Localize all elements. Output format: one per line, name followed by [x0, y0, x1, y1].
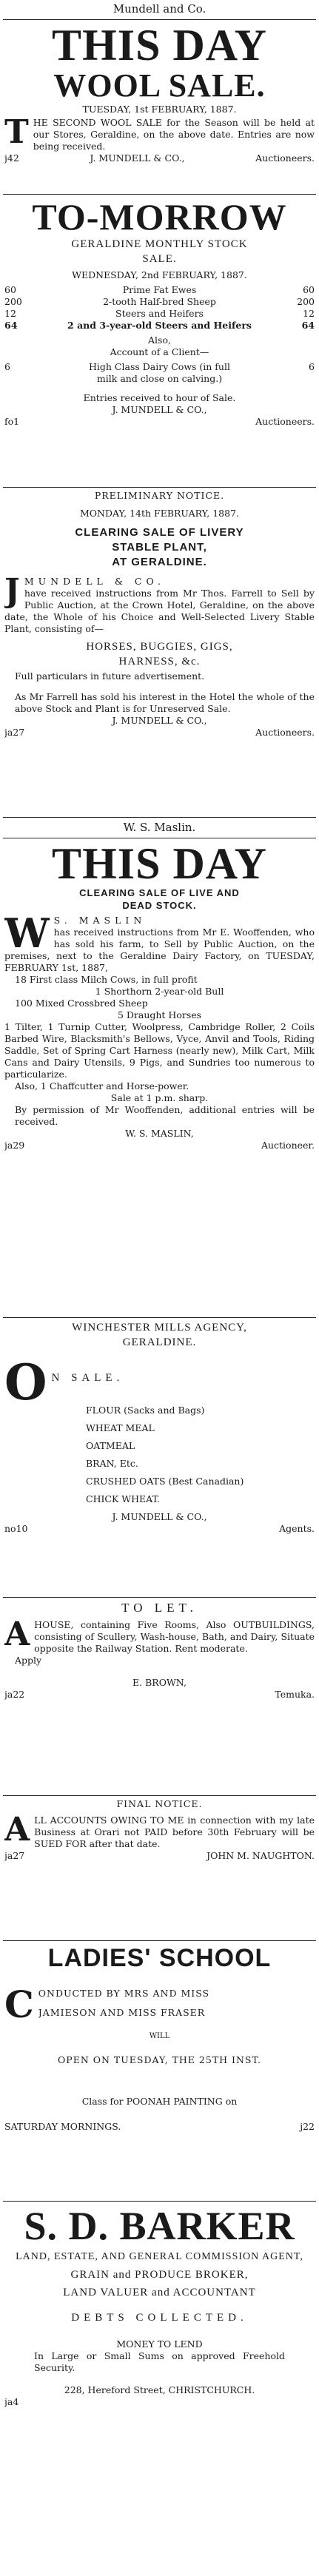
ad-signature-role: Auctioneers.	[255, 727, 315, 738]
barker-address: 228, Hereford Street, CHRISTCHURCH.	[64, 2384, 255, 2395]
divider	[3, 194, 316, 195]
live-dead-stock-ad	[4, 841, 315, 1316]
final-notice-body: LL ACCOUNTS OWING TO ME in connection with my late Business at Orari not PAID before 30th February will be SUED FOR after that date.	[34, 1815, 315, 1849]
list-item: WHEAT MEAL	[86, 1422, 155, 1433]
notice-title-2: STABLE PLANT,	[112, 541, 207, 554]
stock-sale-also: Also,	[148, 334, 171, 346]
school-class: Class for POONAH PAINTING on	[81, 2096, 238, 2107]
stock-ad-line: 1 Shorthorn 2-year-old Bull	[95, 986, 224, 997]
to-let-apply: Apply	[15, 1655, 42, 1666]
ad-code: ja22	[4, 1689, 25, 1700]
notice-title-3: AT GERALDINE.	[112, 556, 207, 568]
masthead-text: Mundell and Co.	[113, 2, 206, 16]
notice-body: have received instructions from Mr Thos. Farrell to Sell by Public Auction, at the Crown Hotel, Geraldine, on the above date, the Whole of his Choice and Well-Selected Livery Stable Plant, consisting of—	[4, 588, 315, 634]
list-item: FLOUR (Sacks and Bags)	[86, 1405, 205, 1416]
wool-sale-body: HE SECOND WOOL SALE for the Season will be held at our Stores, Geraldine, on the above date. Entries are now being received.	[33, 117, 315, 152]
list-item: 6 High Class Dairy Cows (in full 6	[4, 361, 315, 372]
ad-signature-role: Agents.	[279, 1523, 315, 1534]
drop-cap: J	[4, 572, 20, 610]
wool-sale-date: TUESDAY, 1st FEBRUARY, 1887.	[82, 104, 237, 115]
drop-cap: A	[4, 1615, 30, 1653]
barker-line: LAND VALUER and ACCOUNTANT	[63, 2287, 256, 2298]
divider	[3, 487, 316, 488]
ad-signature: W. S. MASLIN,	[125, 1128, 194, 1139]
barker-line: GRAIN and PRODUCE BROKER,	[70, 2269, 249, 2281]
stock-list	[4, 284, 315, 332]
firm-name: MUNDELL & CO.	[24, 576, 165, 587]
notice-items-2: HARNESS, &c.	[118, 656, 201, 667]
list-item: 60 Prime Fat Ewes 60	[4, 284, 315, 295]
ad-code: ja29	[4, 1140, 25, 1151]
stock-ad-permission: By permission of Mr Wooffenden, additional entries will be received.	[15, 1104, 315, 1127]
drop-cap: O	[4, 1353, 47, 1411]
stock-sale-date: WEDNESDAY, 2nd FEBRUARY, 1887.	[72, 269, 247, 280]
notice-items: HORSES, BUGGIES, GIGS,	[86, 641, 233, 653]
wool-sale-title: THIS DAY	[52, 22, 267, 70]
notice-note: As Mr Farrell has sold his interest in the Hotel the whole of the above Stock and Plant is for Unreserved Sale.	[15, 691, 315, 714]
stock-sale-ad	[4, 197, 315, 485]
drop-cap: W	[4, 909, 50, 957]
final-notice-ad	[4, 1798, 315, 1939]
school-title: LADIES' SCHOOL	[47, 1944, 272, 1972]
divider	[3, 817, 316, 818]
barker-debts: DEBTS COLLECTED.	[71, 2312, 248, 2324]
to-let-ad	[4, 1600, 315, 1794]
ad-code: no10	[4, 1523, 28, 1534]
list-item: 12 Steers and Heifers 12	[4, 308, 315, 319]
to-let-body: HOUSE, containing Five Rooms, Also OUTBUILDINGS, consisting of Scullery, Wash-house, Bath, and Dairy, Situate opposite the Railway Station. Rent moderate.	[34, 1619, 315, 1654]
stock-sale-cows-note: milk and close on calving.)	[96, 373, 223, 384]
ad-code: ja27	[4, 727, 25, 738]
stock-ad-line: 5 Draught Horses	[117, 1009, 202, 1020]
stock-ad-body: has received instructions from Mr E. Wooffenden, who has sold his farm, to Sell by Public Auction, on the premises, next to the Geraldine Dairy Factory, on TUESDAY, FEBRUARY 1st, 1887,	[4, 927, 315, 973]
ad-code: ja27	[4, 1850, 25, 1861]
ladies-school-ad	[4, 1943, 315, 2199]
divider	[3, 1317, 316, 1318]
ad-signature-role: Auctioneers.	[255, 416, 315, 427]
list-item: CRUSHED OATS (Best Canadian)	[86, 1476, 244, 1487]
stock-ad-line: Also, 1 Chaffcutter and Horse-power.	[15, 1080, 189, 1092]
notice-date: MONDAY, 14th FEBRUARY, 1887.	[79, 508, 240, 519]
ad-signature: J. MUNDELL & CO.,	[112, 404, 207, 415]
stock-ad-plant: 1 Tilter, 1 Turnip Cutter, Woolpress, Cambridge Roller, 2 Coils Barbed Wire, Blacksmith's Bellows, Vyce, Anvil and Tools, Riding Saddle, Set of Spring Cart Harness (nearly new), Milk Cart, Milk Cans and Dairy Utensils, 9 Pigs, and Sundries too numerous to particularize.	[4, 1021, 315, 1080]
list-item: 200 2-tooth Half-bred Sheep 200	[4, 296, 315, 307]
stock-ad-line: 100 Mixed Crossbred Sheep	[15, 998, 148, 1009]
wool-sale-ad	[4, 22, 315, 192]
drop-cap: T	[4, 113, 29, 151]
list-item: OATMEAL	[86, 1440, 135, 1451]
ad-signature-role: Auctioneers.	[255, 152, 315, 164]
firm-name: S. MASLIN	[53, 915, 147, 926]
ad-signature: J. MUNDELL & CO.,	[90, 152, 185, 164]
drop-cap: C	[4, 1983, 34, 2026]
stock-sale-subtitle: GERALDINE MONTHLY STOCK	[71, 238, 248, 250]
notice-title: CLEARING SALE OF LIVERY	[75, 526, 244, 539]
ad-code: j22	[300, 2121, 315, 2132]
ad-signature: J. MUNDELL & CO.,	[112, 1511, 207, 1522]
mills-heading-2: GERALDINE.	[122, 1336, 197, 1348]
stock-ad-line: Sale at 1 p.m. sharp.	[110, 1092, 209, 1103]
ad-signature: E. BROWN,	[132, 1677, 187, 1688]
winchester-mills-ad	[4, 1320, 315, 1595]
barker-ad	[4, 2204, 315, 2572]
masthead	[4, 820, 315, 836]
stock-sale-entries: Entries received to hour of Sale.	[83, 392, 236, 403]
mills-heading: WINCHESTER MILLS AGENCY,	[72, 1322, 247, 1334]
drop-cap: A	[4, 1811, 30, 1849]
masthead-text: W. S. Maslin.	[123, 821, 196, 834]
ad-code: j42	[4, 152, 19, 164]
stock-sale-account: Account of a Client—	[110, 346, 209, 357]
stock-ad-subtitle-2: DEAD STOCK.	[122, 900, 197, 911]
preliminary-notice-ad	[4, 490, 315, 815]
divider	[3, 2201, 316, 2202]
notice-particulars: Full particulars in future advertisement.	[15, 670, 205, 682]
ad-signature-role: Auctioneer.	[261, 1140, 315, 1151]
school-saturday: SATURDAY MORNINGS.	[4, 2121, 121, 2132]
notice-heading: PRELIMINARY NOTICE.	[94, 490, 225, 501]
mills-title: N SALE.	[51, 1372, 124, 1384]
school-will: WILL	[149, 2032, 170, 2040]
school-body: ONDUCTED BY MRS AND MISS	[38, 1988, 210, 1999]
ad-signature: J. MUNDELL & CO.,	[112, 715, 207, 726]
stock-ad-title: THIS DAY	[52, 841, 267, 888]
stock-sale-title: TO-MORROW	[32, 197, 287, 238]
school-body-2: JAMIESON AND MISS FRASER	[38, 2007, 206, 2018]
barker-line: LAND, ESTATE, AND GENERAL COMMISSION AGENT,	[16, 2251, 303, 2262]
divider	[3, 1597, 316, 1598]
ad-signature: JOHN M. NAUGHTON.	[206, 1850, 315, 1861]
list-item: 64 2 and 3-year-old Steers and Heifers 64	[4, 320, 315, 331]
ad-code: ja4	[4, 2396, 19, 2407]
barker-title: S. D. BARKER	[24, 2204, 295, 2248]
divider	[3, 1940, 316, 1941]
school-open: OPEN ON TUESDAY, THE 25TH INST.	[58, 2054, 261, 2065]
stock-ad-subtitle: CLEARING SALE OF LIVE AND	[79, 887, 240, 898]
ad-signature-role: Temuka.	[275, 1689, 315, 1700]
ad-code: fo1	[4, 416, 20, 427]
stock-sale-subtitle-2: SALE.	[142, 253, 177, 265]
list-item: BRAN, Etc.	[86, 1458, 138, 1469]
mills-list	[4, 1405, 315, 1505]
stock-ad-line: 18 First class Milch Cows, in full profit	[15, 974, 198, 985]
barker-money: MONEY TO LEND	[116, 2338, 203, 2350]
divider	[3, 19, 316, 20]
divider	[3, 1795, 316, 1796]
wool-sale-subtitle: WOOL SALE.	[53, 67, 266, 104]
list-item: CHICK WHEAT.	[86, 1493, 160, 1504]
to-let-title: TO LET.	[121, 1601, 198, 1615]
masthead	[4, 1, 315, 18]
barker-security: In Large or Small Sums on approved Freehold Security.	[34, 2350, 285, 2373]
notice-heading: FINAL NOTICE.	[116, 1798, 203, 1809]
